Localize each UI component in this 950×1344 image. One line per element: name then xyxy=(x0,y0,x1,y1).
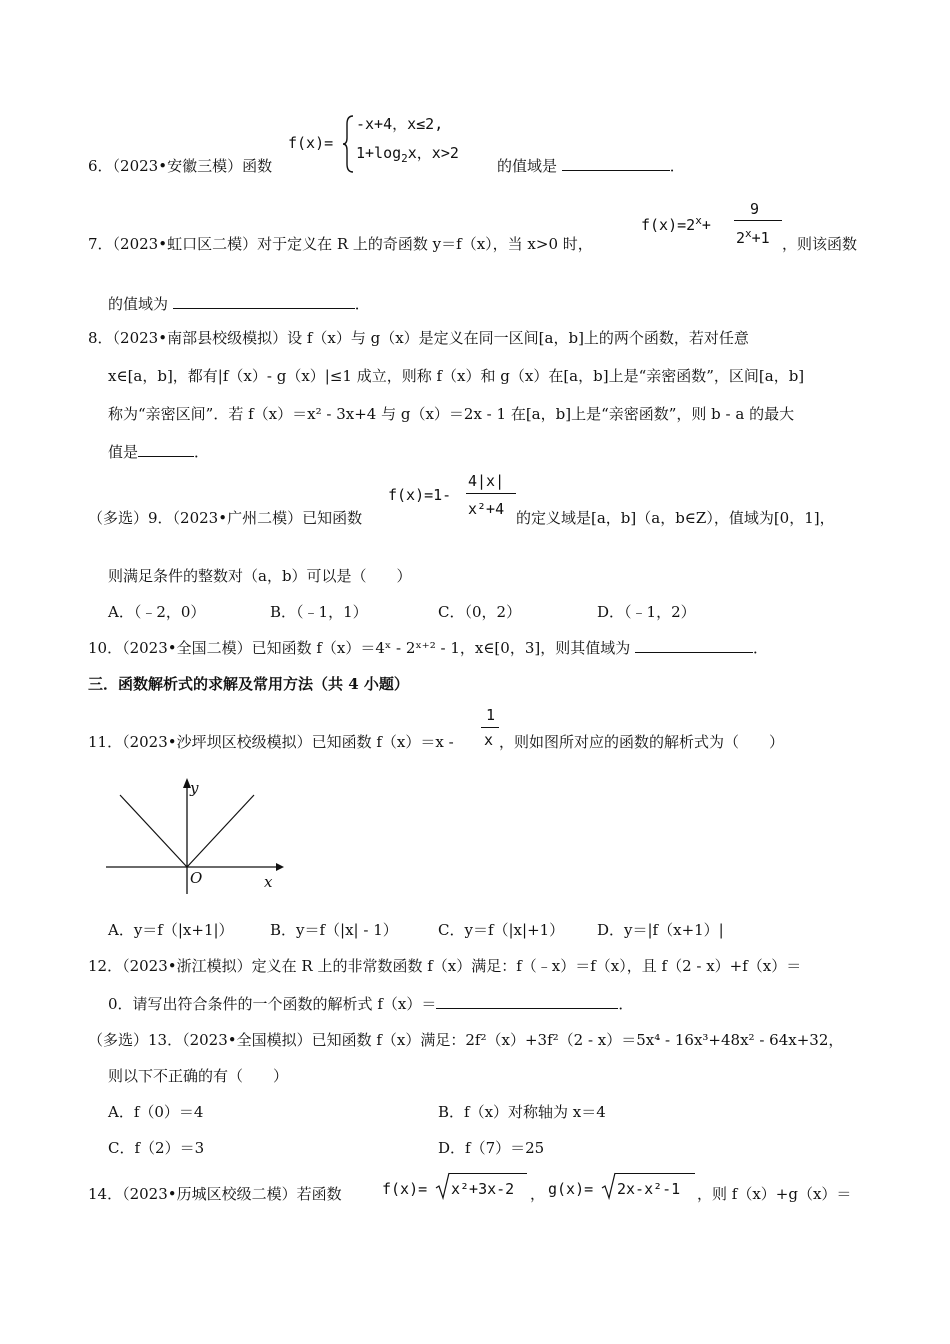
q14-g-radical-bar xyxy=(615,1173,695,1174)
q14-f-radical-sign xyxy=(436,1172,450,1200)
q6-brace xyxy=(343,114,355,174)
q6-case2-post: x，x>2 xyxy=(407,144,459,162)
q11-option-c[interactable]: C．y＝f（|x|+1） xyxy=(438,921,565,939)
q9-stem: （多选）9．（2023•广州二模）已知函数 xyxy=(88,509,363,527)
q11-graph-y-label: y xyxy=(190,779,199,797)
q9-option-c[interactable]: C．（0，2） xyxy=(438,603,522,621)
q8-line2: x∈[a，b]，都有|f（x）- g（x）|≤1 成立，则称 f（x）和 g（x）在[a，b]上是“亲密函数”，区间[a，b] xyxy=(108,367,805,385)
q11-option-a[interactable]: A．y＝f（|x+1|） xyxy=(108,921,234,939)
q10-stem: 10．（2023•全国二模）已知函数 f（x）＝4ˣ - 2ˣ⁺² - 1，x∈[0，3]，则其值域为 xyxy=(88,639,631,657)
q11-graph-origin-label: O xyxy=(190,869,203,887)
q13-option-d[interactable]: D．f（7）＝25 xyxy=(438,1139,545,1157)
q14-f-radicand: x²+3x-2 xyxy=(451,1180,515,1198)
q7-plus: + xyxy=(701,216,711,234)
q10-answer-blank[interactable] xyxy=(635,638,753,653)
q7-lhs: f(x)=2 xyxy=(641,216,696,234)
q11-option-b[interactable]: B．y＝f（|x| - 1） xyxy=(270,921,398,939)
q9-fraction-bar xyxy=(466,493,516,494)
section-3-title: 三．函数解析式的求解及常用方法（共 4 小题） xyxy=(88,675,409,693)
q13-option-b[interactable]: B．f（x）对称轴为 x＝4 xyxy=(438,1103,606,1121)
q11-frac-den: x xyxy=(484,731,494,749)
q9-formula-lhs: f(x)=1- xyxy=(388,486,452,504)
q11-right-branch xyxy=(187,795,254,867)
q6-stem: 6．（2023•安徽三模）函数 xyxy=(88,157,273,175)
q14-f-lhs: f(x)= xyxy=(382,1180,428,1198)
q11-option-d[interactable]: D．y＝|f（x+1）| xyxy=(597,921,724,939)
q11-graph-x-label: x xyxy=(264,873,273,891)
q11-x-arrow xyxy=(276,863,284,871)
q9-tail: 的定义域是[a，b]（a，b∈Z），值域为[0，1]， xyxy=(516,509,835,527)
q9-option-b[interactable]: B．（﹣1，1） xyxy=(270,603,368,621)
q7-formula-lhs xyxy=(641,212,711,234)
q7-line2: 的值域为 ． xyxy=(108,295,370,313)
q12-answer-blank[interactable] xyxy=(436,994,618,1009)
q8-line4-text: 值是 xyxy=(108,443,139,461)
q6-case2 xyxy=(356,144,459,168)
q13-option-c[interactable]: C．f（2）＝3 xyxy=(108,1139,205,1157)
q14-separator: ， xyxy=(530,1185,546,1203)
q9-option-a[interactable]: A．（﹣2，0） xyxy=(108,603,206,621)
q7-den-tail: +1 xyxy=(751,229,770,247)
q12-line1: 12．（2023•浙江模拟）定义在 R 上的非常数函数 f（x）满足：f（﹣x）＝f（x），且 f（2 - x）+f（x）＝ xyxy=(88,957,802,975)
q13-line2: 则以下不正确的有（ ） xyxy=(108,1067,289,1085)
q7-numerator: 9 xyxy=(750,200,760,218)
q14-tail: ，则 f（x）+g（x）＝ xyxy=(697,1185,852,1203)
q11-left-branch xyxy=(120,795,187,867)
q7-den-base: 2 xyxy=(736,229,746,247)
q7-tail: ，则该函数 xyxy=(782,235,858,253)
q11-stem xyxy=(88,732,454,752)
q7-line2-text: 的值域为 xyxy=(108,295,169,313)
q7-exp: x xyxy=(695,214,702,227)
q7-fraction-bar xyxy=(734,220,782,221)
q9-denominator: x²+4 xyxy=(468,500,505,518)
q11-fraction-bar xyxy=(481,727,499,728)
q7-den-exp: x xyxy=(745,227,752,240)
q11-stem-pre: 11．（2023•沙坪坝区校级模拟）已知函数 f（x）＝x - xyxy=(88,733,454,751)
q6-tail-text: 的值域是 xyxy=(497,157,558,175)
q6-case1: -x+4，x≤2, xyxy=(356,115,444,133)
q9-option-d[interactable]: D．（﹣1，2） xyxy=(597,603,696,621)
q13-line1: （多选）13．（2023•全国模拟）已知函数 f（x）满足：2f²（x）+3f²（2 - x）＝5x⁴ - 16x³+48x² - 64x+32， xyxy=(88,1031,844,1049)
q8-line1: 8．（2023•南部县校级模拟）设 f（x）与 g（x）是定义在同一区间[a，b]上的两个函数，若对任意 xyxy=(88,329,749,347)
q14-g-lhs: g(x)= xyxy=(548,1180,594,1198)
q8-line4: 值是 ． xyxy=(108,443,210,461)
q11-stem-post: ，则如图所对应的函数的解析式为（ ） xyxy=(499,733,785,751)
q6-formula-lhs: f(x)= xyxy=(288,134,334,152)
q14-stem: 14．（2023•历城区校级二模）若函数 xyxy=(88,1185,342,1203)
q10-text: 10．（2023•全国二模）已知函数 f（x）＝4ˣ - 2ˣ⁺² - 1，x∈[0，3]，则其值域为 ． xyxy=(88,639,769,657)
q8-answer-blank[interactable] xyxy=(138,442,194,457)
q12-line2: 0．请写出符合条件的一个函数的解析式 f（x）＝ ． xyxy=(108,995,634,1013)
q7-stem: 7．（2023•虹口区二模）对于定义在 R 上的奇函数 y＝f（x），当 x>0 时， xyxy=(88,235,593,253)
q9-line2: 则满足条件的整数对（a，b）可以是（ ） xyxy=(108,567,412,585)
q6-answer-blank[interactable] xyxy=(562,156,670,171)
q7-answer-blank[interactable] xyxy=(173,294,355,309)
q6-tail: 的值域是 ． xyxy=(497,157,685,175)
q6-case2-sub: 2 xyxy=(401,152,408,165)
q14-g-radicand: 2x-x²-1 xyxy=(617,1180,681,1198)
q6-text xyxy=(88,156,272,176)
q6-case2-pre: 1+log xyxy=(356,144,402,162)
q12-line2-text: 0．请写出符合条件的一个函数的解析式 f（x）＝ xyxy=(108,995,437,1013)
q9-numerator: 4|x| xyxy=(468,472,505,490)
q7-denominator xyxy=(736,225,770,247)
q11-frac-num: 1 xyxy=(486,706,496,724)
q8-line3: 称为“亲密区间”．若 f（x）＝x² - 3x+4 与 g（x）＝2x - 1 在[a，b]上是“亲密函数”，则 b - a 的最大 xyxy=(108,405,795,423)
q14-g-radical-sign xyxy=(602,1172,616,1200)
q14-f-radical-bar xyxy=(449,1173,527,1174)
q13-option-a[interactable]: A．f（0）＝4 xyxy=(108,1103,204,1121)
